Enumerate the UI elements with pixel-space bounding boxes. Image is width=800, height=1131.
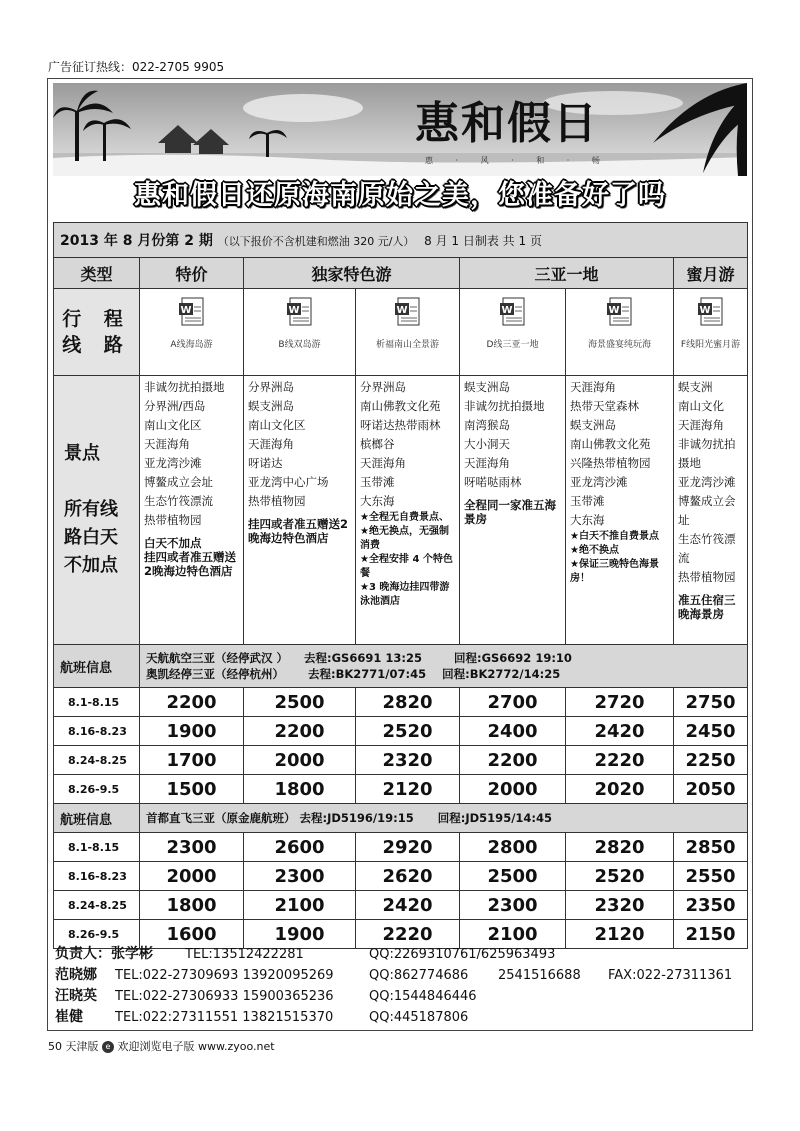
route-name[interactable]: A线海岛游 [170,340,213,350]
spot-feature: ★保证三晚特色海景房！ [570,559,659,584]
price-value: 2620 [356,862,460,891]
header-sanya: 三亚一地 [460,258,674,289]
price-value: 2020 [566,775,674,804]
contact-name: 崔健 [55,1009,83,1025]
spot-item: 亚龙湾中心广场 [248,475,329,489]
price-block-1 [54,688,748,804]
spot-item: 非诚勿扰拍摄地 [678,437,736,470]
spot-item: 博鳌成立会址 [144,475,213,489]
price-row [54,775,748,804]
spot-feature: ★白天不推自费景点 [570,531,659,542]
price-value: 2200 [140,688,244,717]
brand-logo: 惠和假日 [415,98,599,149]
spots-cell [674,376,748,645]
spot-item: 蜈支洲岛 [464,380,510,394]
price-value: 2100 [460,920,566,949]
svg-text:W: W [607,305,620,316]
route-cell[interactable] [460,289,566,376]
spot-feature: ★全程安排 4 个特色餐 [360,554,453,579]
price-value: 1900 [140,717,244,746]
date-range: 8.24-8.25 [54,891,140,920]
contact-tel[interactable]: TEL:022:27311551 13821515370 [115,1010,334,1025]
price-row [54,717,748,746]
spot-item: 蜈支洲 [678,380,713,394]
price-value: 2000 [244,746,356,775]
route-row [54,289,748,376]
contact-qq-extra[interactable]: 2541516688 [498,968,581,983]
date-range: 8.1-8.15 [54,833,140,862]
spot-item: 热带植物园 [144,513,202,527]
spot-item: 天涯海角 [570,380,616,394]
price-value: 2400 [460,717,566,746]
price-value: 1800 [140,891,244,920]
price-value: 2500 [460,862,566,891]
spot-note: 准五住宿三晚海景房 [678,593,736,621]
date-range: 8.26-9.5 [54,920,140,949]
issue-cell [54,223,748,258]
spot-item: 分界洲/西岛 [144,399,206,413]
header-type: 类型 [54,258,140,289]
contact-tel[interactable]: TEL:13512422281 [185,947,304,962]
spot-item: 蜈支洲岛 [570,418,616,432]
price-value: 2920 [356,833,460,862]
price-value: 2220 [356,920,460,949]
spots-cell [140,376,244,645]
spot-item: 南山佛教文化苑 [570,437,651,451]
footer [48,1038,275,1054]
price-value: 2320 [356,746,460,775]
spot-item: 天涯海角 [248,437,294,451]
price-value: 2820 [356,688,460,717]
price-value: 2150 [674,920,748,949]
contacts [55,944,749,1028]
price-value: 2200 [460,746,566,775]
flight-info-1 [140,645,748,688]
brand-subtitle: 惠 · 风 · 和 · 畅 [425,156,610,165]
price-value: 2350 [674,891,748,920]
route-name[interactable]: D线三亚一地 [486,340,539,350]
price-value: 2700 [460,688,566,717]
route-name[interactable]: 析福南山全景游 [375,340,439,350]
price-value: 2500 [244,688,356,717]
contact-row [55,944,749,965]
route-cell[interactable] [566,289,674,376]
issue-title: 2013 年 8 月份第 2 期 [60,233,213,249]
word-document-icon[interactable] [500,297,526,327]
route-cell[interactable] [140,289,244,376]
spot-note: 挂四或者准五赠送2晚海边特色酒店 [248,517,349,545]
flight-label-2: 航班信息 [54,804,140,833]
contact-fax[interactable]: FAX:022-27311361 [608,968,733,983]
word-document-icon[interactable] [607,297,633,327]
spot-item: 亚龙湾沙滩 [570,475,628,489]
contact-qq[interactable]: QQ:445187806 [369,1010,469,1025]
route-cell[interactable] [356,289,460,376]
spots-cell [244,376,356,645]
spot-item: 兴隆热带植物园 [570,456,651,470]
banner [53,83,747,176]
price-value: 2320 [566,891,674,920]
price-value: 2800 [460,833,566,862]
spot-item: 分界洲岛 [248,380,294,394]
spot-note: 全程同一家准五海景房 [464,498,556,526]
price-value: 2050 [674,775,748,804]
price-value: 2300 [460,891,566,920]
flight-row-2 [54,804,748,833]
price-value: 2820 [566,833,674,862]
spot-item: 热带植物园 [248,494,306,508]
contact-name: 汪晓英 [55,988,97,1004]
price-value: 2420 [356,891,460,920]
contact-row [55,986,749,1007]
price-value: 1600 [140,920,244,949]
svg-text:W: W [699,305,711,316]
price-value: 2750 [674,688,748,717]
date-range: 8.26-9.5 [54,775,140,804]
footer-text[interactable]: 欢迎浏览电子版 www.zyoo.net [117,1040,275,1053]
spot-item: 大东海 [570,513,605,527]
spot-item: 南山文化 [678,399,724,413]
header-exclusive: 独家特色游 [244,258,460,289]
contact-qq[interactable]: QQ:1544846446 [369,989,477,1004]
word-document-icon[interactable] [698,297,724,327]
route-name[interactable]: 海景盛宴纯玩海 [587,340,651,350]
price-block-2 [54,833,748,949]
header-row [54,258,748,289]
contact-tel[interactable]: TEL:022-27306933 15900365236 [115,989,334,1004]
spot-item: 亚龙湾沙滩 [678,475,736,489]
price-value: 2120 [566,920,674,949]
contact-qq[interactable]: QQ:862774686 [369,968,469,983]
route-name[interactable]: B线双岛游 [278,340,321,350]
price-value: 2200 [244,717,356,746]
price-value: 2550 [674,862,748,891]
price-value: 1700 [140,746,244,775]
spot-item: 热带植物园 [678,570,736,584]
price-row [54,833,748,862]
price-value: 2520 [566,862,674,891]
route-name[interactable]: F线阳光蜜月游 [680,340,741,350]
spot-item: 博鳌成立会址 [678,494,736,527]
date-range: 8.16-8.23 [54,717,140,746]
svg-text:W: W [500,305,513,316]
issue-date: 8 月 1 日制表 共 1 页 [424,234,542,248]
svg-text:W: W [395,305,408,316]
spot-item: 南山佛教文化苑 [360,399,441,413]
header-special: 特价 [140,258,244,289]
spot-item: 非诚勿扰拍摄地 [144,380,225,394]
spots-cell [566,376,674,645]
page-number: 50 天津版 [48,1040,99,1053]
price-row [54,862,748,891]
spot-item: 天涯海角 [464,456,510,470]
header-honeymoon: 蜜月游 [674,258,748,289]
price-table [53,222,748,949]
spot-item: 南湾猴岛 [464,418,510,432]
spot-item: 生态竹筏漂流 [144,494,213,508]
spot-item: 天涯海角 [144,437,190,451]
contact-name: 范晓娜 [55,967,97,983]
date-range: 8.24-8.25 [54,746,140,775]
date-range: 8.16-8.23 [54,862,140,891]
spots-cell [356,376,460,645]
spot-item: 大东海 [360,494,395,508]
price-value: 2520 [356,717,460,746]
spot-item: 天涯海角 [678,418,724,432]
spot-item: 热带天堂森林 [570,399,639,413]
date-range: 8.1-8.15 [54,688,140,717]
spot-item: 天涯海角 [360,456,406,470]
flight-info-2: 首都直飞三亚（原金鹿航班） 去程:JD5196/19:15 回程:JD5195/14:45 [140,804,748,833]
price-value: 2300 [244,862,356,891]
issue-row [54,223,748,258]
price-value: 2120 [356,775,460,804]
ad-hotline: 广告征订热线：022-2705 9905 [48,60,225,74]
flight-label-1: 航班信息 [54,645,140,688]
banner-art [53,83,747,176]
price-value: 1900 [244,920,356,949]
price-value: 1800 [244,775,356,804]
spot-item: 呀诺达 [248,456,283,470]
price-value: 2600 [244,833,356,862]
route-cell[interactable] [674,289,748,376]
spot-note: 白天不加点 挂四或者准五赠送2晚海边特色酒店 [144,536,236,578]
price-value: 2220 [566,746,674,775]
spot-item: 玉带滩 [360,475,395,489]
spot-item: 呀喏哒雨林 [464,475,522,489]
flight-line-2: 奥凯经停三亚（经停杭州） 去程:BK2771/07:45 回程:BK2772/14:25 [146,667,561,681]
price-row [54,688,748,717]
spot-item: 玉带滩 [570,494,605,508]
word-document-icon[interactable] [179,297,205,327]
spots-row [54,376,748,645]
price-value: 2250 [674,746,748,775]
spot-item: 非诚勿扰拍摄地 [464,399,545,413]
spot-item: 亚龙湾沙滩 [144,456,202,470]
flight-line-1: 天航航空三亚（经停武汉 ） 去程:GS6691 13:25 回程:GS6692 19:10 [146,651,572,665]
contact-qq[interactable]: QQ:2269310761/625963493 [369,947,556,962]
spot-item: 呀诺达热带雨林 [360,418,441,432]
route-cell[interactable] [244,289,356,376]
price-value: 2450 [674,717,748,746]
price-row [54,746,748,775]
contact-row [55,965,749,986]
spot-item: 分界洲岛 [360,380,406,394]
word-document-icon[interactable] [287,297,313,327]
flight-row-1 [54,645,748,688]
spot-feature: ★3 晚海边挂四带游泳池酒店 [360,582,450,607]
spots-label: 景点 所有线 路白天 不加点 [54,376,140,645]
spot-item: 大小洞天 [464,437,510,451]
price-row [54,891,748,920]
price-value: 2100 [244,891,356,920]
spot-item: 南山文化区 [144,418,202,432]
spots-cell [460,376,566,645]
issue-note: （以下报价不含机建和燃油 320 元/人） [217,235,415,248]
spot-feature: ★全程无自费景点、 [360,512,449,523]
headline: 惠和假日还原海南原始之美，您准备好了吗 [134,180,666,211]
spot-item: 槟榔谷 [360,437,395,451]
price-value: 2000 [140,862,244,891]
price-value: 2720 [566,688,674,717]
route-label: 行 程 线 路 [54,289,140,376]
price-value: 2300 [140,833,244,862]
word-document-icon[interactable] [395,297,421,327]
spot-item: 南山文化区 [248,418,306,432]
svg-text:W: W [179,305,192,316]
svg-text:W: W [287,305,300,316]
spot-feature: ★绝不换点 [570,545,619,556]
spot-item: 生态竹筏漂流 [678,532,736,565]
browser-icon: e [102,1041,114,1053]
spot-feature: ★绝无换点，无强制消费 [360,526,449,551]
contact-name: 负责人：张学彬 [55,946,153,962]
price-value: 2000 [460,775,566,804]
contact-row [55,1007,749,1028]
price-value: 2850 [674,833,748,862]
contact-tel[interactable]: TEL:022-27309693 13920095269 [115,968,334,983]
spot-item: 蜈支洲岛 [248,399,294,413]
price-value: 2420 [566,717,674,746]
price-value: 1500 [140,775,244,804]
